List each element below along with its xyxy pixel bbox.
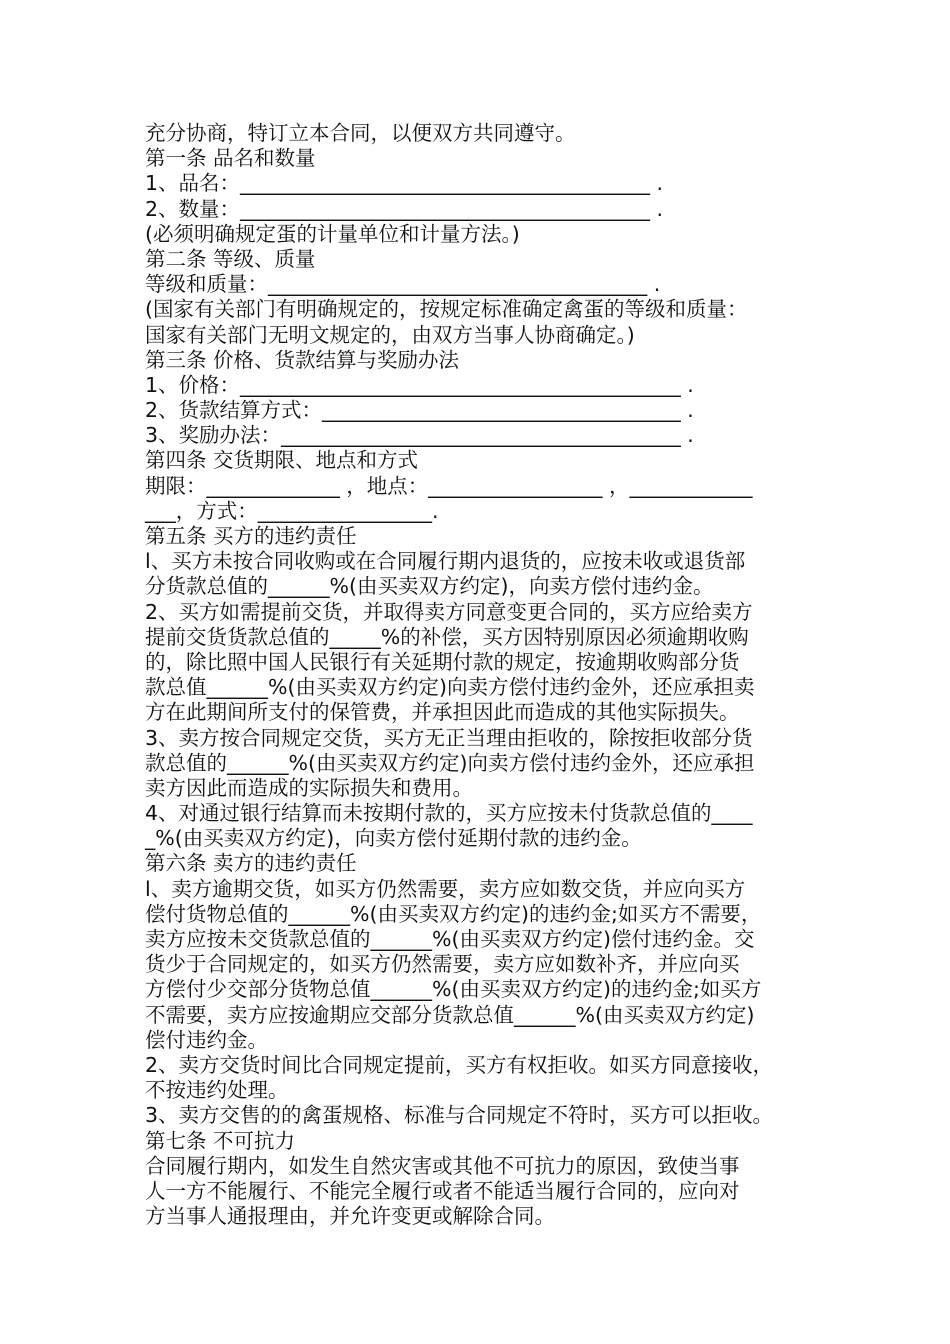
- article-heading: 第五条 买方的违约责任: [145, 524, 357, 548]
- text-line: ___，方式：_________________.: [145, 498, 439, 523]
- text-line: l、卖方逾期交货，如买方仍然需要，卖方应如数交货，并应向买方: [145, 876, 746, 901]
- text-line: 2、数量：________________________________________ .: [145, 196, 664, 221]
- text-line: 2、货款结算方式：___________________________________ .: [145, 398, 694, 423]
- text-line: 2、买方如需提前交货，并取得卖方同意变更合同的，买方应给卖方: [145, 599, 753, 624]
- text-line: 等级和质量：_____________________________________ .: [145, 272, 661, 297]
- text-line: 期限：_____________ ，地点：_________________ ，____________: [145, 473, 753, 498]
- text-line: 合同履行期内，如发生自然灾害或其他不可抗力的原因，致使当事: [145, 1153, 740, 1178]
- text-line: 人一方不能履行、不能完全履行或者不能适当履行合同的，应向对: [145, 1178, 740, 1203]
- text-line: 3、奖励办法：_______________________________________ .: [145, 423, 694, 448]
- article-heading: 第一条 品名和数量: [145, 146, 316, 171]
- text-line: 分货款总值的______%(由买卖双方约定)，向卖方偿付违约金。: [145, 574, 714, 599]
- text-line: 1、价格：___________________________________________ .: [145, 372, 694, 397]
- article-heading: 第三条 价格、货款结算与奖励办法: [145, 347, 460, 372]
- text-line: 3、卖方交售的的禽蛋规格、标准与合同规定不符时，买方可以拒收。: [145, 1103, 774, 1128]
- text-line: 卖方应按未交货款总值的______%(由买卖双方约定)偿付违约金。交: [145, 927, 755, 951]
- text-line: 1、品名：________________________________________ .: [145, 171, 664, 196]
- contract-page: [145, 121, 820, 1229]
- text-line: 不按违约处理。: [145, 1078, 289, 1103]
- text-line: 不需要，卖方应按逾期应交部分货款总值______%(由买卖双方约定): [145, 1002, 755, 1027]
- text-line: (必须明确规定蛋的计量单位和计量方法。): [145, 221, 520, 246]
- text-line: 卖方因此而造成的实际损失和费用。: [145, 775, 473, 800]
- text-line: 提前交货货款总值的_____%的补偿，买方因特别原因必须逾期收购: [145, 624, 749, 649]
- text-line: 款总值的______%(由买卖双方约定)向卖方偿付违约金外，还应承担: [145, 750, 755, 775]
- text-line: 充分协商，特订立本合同，以便双方共同遵守。: [145, 121, 576, 145]
- text-line: 方偿付少交部分货物总值______%(由买卖双方约定)的违约金;如买方: [145, 977, 762, 1002]
- text-line: 方当事人通报理由，并允许变更或解除合同。: [145, 1204, 555, 1229]
- text-line: l、买方未按合同收购或在合同履行期内退货的，应按未收或退货部: [145, 549, 746, 574]
- article-heading: 第六条 卖方的违约责任: [145, 851, 357, 876]
- text-line: 偿付货物总值的______%(由买卖双方约定)的违约金;如买方不需要，: [145, 901, 762, 926]
- text-line: 款总值______%(由买卖双方约定)向卖方偿付违约金外，还应承担卖: [145, 675, 755, 700]
- text-line: 方在此期间所支付的保管费，并承担因此而造成的其他实际损失。: [145, 700, 740, 725]
- text-line: 3、卖方按合同规定交货，买方无正当理由拒收的，除按拒收部分货: [145, 725, 753, 750]
- text-line: 国家有关部门无明文规定的，由双方当事人协商确定。): [145, 322, 635, 347]
- text-line: 2、卖方交货时间比合同规定提前，买方有权拒收。如买方同意接收，: [145, 1052, 774, 1077]
- text-line: _%(由买卖双方约定)，向卖方偿付延期付款的违约金。: [145, 826, 642, 851]
- text-line: 4、对通过银行结算而未按期付款的，买方应按未付货款总值的____: [145, 801, 753, 826]
- article-heading: 第二条 等级、质量: [145, 246, 316, 271]
- article-heading: 第四条 交货期限、地点和方式: [145, 448, 419, 473]
- text-line: 货少于合同规定的，如买方仍然需要，卖方应如数补齐，并应向买: [145, 952, 740, 977]
- text-line: 的，除比照中国人民银行有关延期付款的规定，按逾期收购部分货: [145, 649, 740, 674]
- text-line: 偿付违约金。: [145, 1027, 268, 1052]
- text-line: (国家有关部门有明确规定的，按规定标准确定禽蛋的等级和质量：: [145, 297, 748, 322]
- article-heading: 第七条 不可抗力: [145, 1128, 296, 1153]
